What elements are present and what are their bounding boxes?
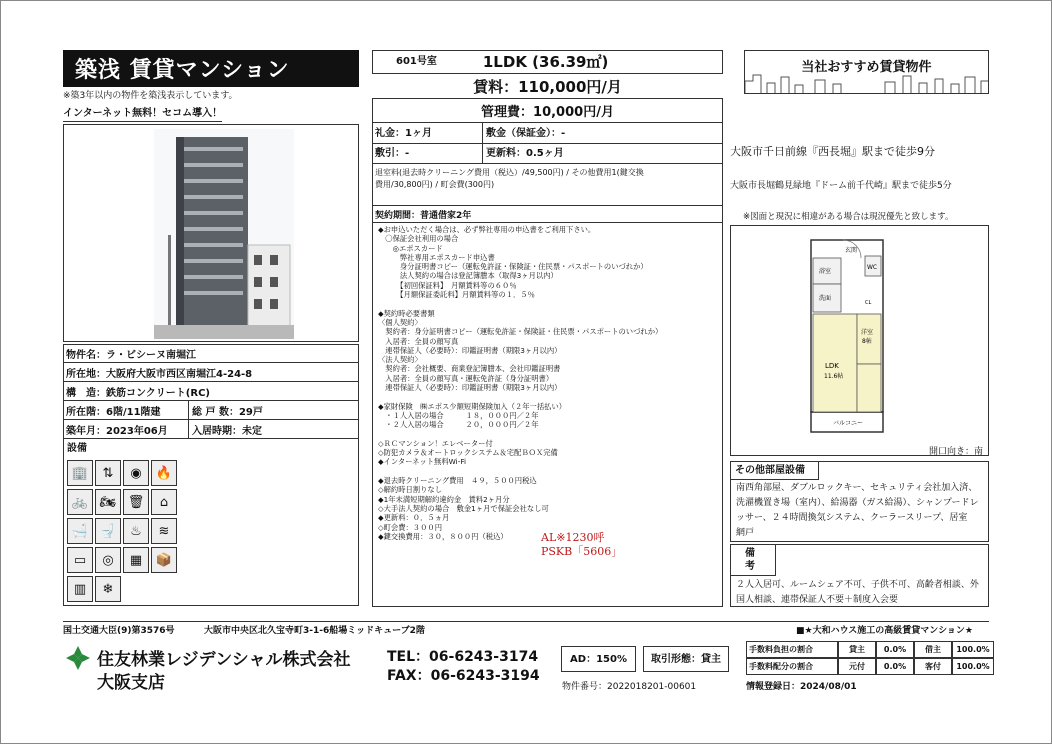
shikibiki: 敷引：- [375, 148, 410, 159]
note-line: 【初回保証料】 月額賃料等の６０％ [378, 280, 517, 290]
room-layout: 1LDK (36.39㎡) [482, 53, 609, 71]
remarks-box [730, 544, 989, 607]
note-line: ◆更新料：０．５ヵ月 [378, 513, 450, 523]
handwritten-line-2: PSKB「5606」 [541, 545, 623, 558]
internet-note: インターネット無料！セコム導入！ [63, 107, 222, 122]
fp-entrance: 玄関 [845, 247, 858, 254]
deposit: 敷金（保証金）：- [482, 123, 565, 143]
license: 国土交通大臣(9)第3576号 [63, 626, 175, 636]
note-line: 身分証明書コピー（運転免許証・保険証・住民票・パスポートのいづれか） [378, 262, 648, 272]
note-line: 【月額保証委託料】月額賃料等の１．５％ [378, 290, 535, 300]
other-costs-row [372, 164, 723, 206]
internet-icon: ⌂ [151, 489, 177, 515]
tel: TEL：06-6243-3174 [387, 649, 539, 665]
handwritten-line-1: AL※1230呼 [541, 531, 605, 544]
rent: 賃料：110,000円/月 [473, 77, 622, 96]
note-line: 契約者：身分証明書コピー（運転免許証・保険証・住民票・パスポートのいづれか） [378, 327, 663, 337]
built-label: 築年月： [66, 425, 106, 437]
handwritten-note [541, 531, 622, 559]
fp-room-size: 8帖 [862, 338, 872, 345]
access-1: 大阪市千日前線『西長堀』駅まで徒歩9分 [730, 145, 935, 158]
fee-cell: 0.0% [876, 641, 914, 658]
property-structure: 鉄筋コンクリート(RC) [106, 387, 210, 399]
note-line: 〇保証会社利用の場合 [378, 234, 459, 244]
fp-closet: CL [865, 300, 872, 306]
building-image [64, 125, 358, 341]
property-built: 2023年06月 [106, 425, 168, 437]
note-line: ◆退去時クリーニング費用 ４９，５００円税込 [378, 476, 537, 486]
camera-icon: ◉ [123, 460, 149, 486]
note-line: 弊社専用エポスカード申込書 [378, 252, 495, 262]
floor-label: 所在階： [66, 406, 106, 418]
note-line: 〈個人契約〉 [378, 317, 422, 327]
dryer-icon: ≋ [151, 518, 177, 544]
gas-icon: 🔥 [151, 460, 177, 486]
key-money-row [372, 123, 723, 144]
key-money: 礼金：1ヶ月 [375, 127, 432, 139]
mgmt-row [372, 99, 723, 123]
delivery-box-icon: 📦 [151, 547, 177, 573]
note-line: ◇ＲＣマンション！エレベーター付 [378, 438, 493, 448]
other-equipment-box [730, 461, 989, 542]
ad-badge: AD：150% [561, 646, 636, 672]
bike-icon: 🏍 [95, 489, 121, 515]
note-line [378, 299, 720, 308]
row-structure [63, 382, 359, 401]
fee-cell: 100.0% [952, 641, 994, 658]
room-number: 601号室 [396, 56, 437, 67]
page-title: 築浅 賃貸マンション [63, 50, 359, 87]
remarks-text: ２人入居可、ルームシェア不可、子供不可、高齢者相談、外国人相談、連帯保証人不要＋制度入会要 [736, 580, 979, 605]
fp-ldk: LDK [825, 362, 839, 370]
fee-cell: 貸主 [838, 641, 876, 658]
fp-room: 洋室 [861, 329, 874, 336]
note-line: ◇大手法人契約の場合 敷金1ヶ月で保証会社なし可 [378, 503, 549, 513]
aircon-icon: ❄ [95, 576, 121, 602]
fee-cell: 元付 [838, 658, 876, 675]
note-line: 入居者：全員の顔写真 [378, 336, 459, 346]
fee-cell: 0.0% [876, 658, 914, 675]
move-in-label: 入居時期： [192, 425, 242, 437]
structure-label: 構 造： [66, 387, 106, 399]
washlet-icon: 🚽 [95, 518, 121, 544]
fp-ldk-size: 11.6帖 [824, 373, 844, 380]
fp-bath: 浴室 [819, 268, 832, 275]
note-line: ◆1年未満短期解約違約金 賃料2ヶ月分 [378, 494, 510, 504]
note-line: ・２人入居の場合 ２０，０００円／２年 [378, 420, 539, 430]
flooring-icon: ▦ [123, 547, 149, 573]
note-line [378, 467, 720, 476]
row-floor [63, 401, 359, 420]
row-built [63, 420, 359, 439]
recommend-title: 当社おすすめ賃貸物件 [801, 60, 932, 75]
bicycle-icon: 🚲 [67, 489, 93, 515]
room-row [372, 50, 723, 74]
note-line: ◆鍵交換費用：３０，８００円（税込） [378, 531, 508, 541]
fp-wc: WC [867, 264, 878, 271]
access-2: 大阪市長堀鶴見緑地『ドーム前千代崎』駅まで徒歩5分 [730, 181, 952, 191]
company-name: 住友林業レジデンシャル株式会社 [97, 650, 351, 670]
other-equipment-label: その他部屋設備 [731, 462, 819, 480]
other-costs-1: 退室料(退去時クリーニング費用（税込）/49,500円) / その他費用1(鍵交換 [375, 168, 644, 177]
reheat-icon: ♨ [123, 518, 149, 544]
info-date: 情報登録日：2024/08/01 [746, 682, 857, 692]
address-label: 所在地： [66, 368, 106, 380]
row-name [63, 344, 359, 363]
note-line: ◆契約時必要書類 [378, 308, 435, 318]
row-address [63, 363, 359, 382]
fee-cell: 100.0% [952, 658, 994, 675]
note-line [378, 430, 720, 439]
fee-cell: 手数料負担の割合 [746, 641, 838, 658]
closet-icon: ▥ [67, 576, 93, 602]
fee-cell: 借主 [914, 641, 952, 658]
branch-name: 大阪支店 [97, 673, 165, 693]
autolock-icon: 🏢 [67, 460, 93, 486]
units-label: 総 戸 数： [192, 406, 239, 418]
ih-icon: ◎ [95, 547, 121, 573]
property-move-in: 未定 [242, 425, 262, 437]
note-line [378, 392, 720, 401]
note-line: ・１人入居の場合 １８，０００円／２年 [378, 410, 539, 420]
brand-tagline: ■★大和ハウス施工の高級賃貸マンション★ [796, 626, 973, 636]
title-note: ※築3年以内の物件を築浅表示しています。 [63, 91, 238, 101]
property-address: 大阪府大阪市西区南堀江4-24-8 [106, 368, 253, 380]
other-equipment-text: 南西角部屋、ダブルロックキー、セキュリティ会社加入済、洗濯機置き場（室内）、給湯器（ガス給湯）、シャンプードレッサー、２４時間換気システム、クーラースリープ、居室 網戸 [736, 483, 979, 538]
note-line: 契約者：会社概要、商業登記簿謄本、会社印鑑証明書 [378, 364, 561, 374]
bath-icon: 🛁 [67, 518, 93, 544]
note-line: 〈法人契約〉 [378, 355, 422, 365]
building-photo [63, 124, 359, 342]
other-costs-2: 費用/30,800円) / 町会費(300円) [375, 180, 495, 189]
elevator-icon: ⇅ [95, 460, 121, 486]
equipment-label: 設備 [67, 443, 87, 454]
note-line: 連帯保証人（必要時）：印鑑証明書（期限3ヶ月以内） [378, 345, 562, 355]
recommend-banner [744, 50, 989, 94]
trade-badge: 取引形態：貸主 [643, 646, 729, 672]
note-line: ◇町会費：３００円 [378, 522, 442, 532]
floorplan-box [730, 225, 989, 456]
orientation: 開口向き：南 [929, 447, 984, 457]
notes-list [378, 225, 720, 541]
note-line: 連帯保証人（必要時）：印鑑証明書（期限3ヶ月以内） [378, 383, 562, 393]
note-line: ◆家財保険 ㈱エポス少額短期保険加入（２年一括払い） [378, 401, 567, 411]
remarks-label: 備考 [731, 545, 776, 576]
name-label: 物件名： [66, 349, 106, 361]
note-line: 法人契約の場合は登記簿謄本（取得3ヶ月以内） [378, 271, 558, 281]
renewal-fee: 更新料：0.5ヶ月 [482, 144, 564, 163]
note-line: ◇防犯カメラ＆オートロックシステム＆宅配ＢＯＸ完備 [378, 448, 558, 458]
skyline-icon [745, 71, 988, 93]
fee-cell: 手数料配分の割合 [746, 658, 838, 675]
shikibiki-row [372, 144, 723, 164]
floorplan-diagram [731, 226, 988, 455]
property-number: 物件番号：2022018201-00601 [562, 682, 697, 692]
fp-balcony: バルコニー [833, 420, 864, 427]
rent-row [372, 74, 723, 99]
company-logo-icon [63, 646, 93, 670]
office-address: 大阪市中央区北久宝寺町3-1-6船場ミッドキューブ2階 [204, 626, 425, 636]
note-line: 入居者：全員の顔写真・運転免許証（身分証明書） [378, 373, 554, 383]
note-line: ◎エポスカード [378, 243, 443, 253]
trash-icon: 🗑 [123, 489, 149, 515]
note-line: ◆お申込いただく場合は、必ず弊社専用の申込書をご利用下さい。 [378, 225, 596, 234]
property-units: 29戸 [238, 406, 263, 418]
fax: FAX：06-6243-3194 [387, 668, 540, 684]
note-line: ◆インターネット無料Wi-Fi [378, 457, 467, 467]
note-line: ◇解約時日割りなし [378, 485, 442, 495]
property-floor: 6階/11階建 [106, 406, 161, 418]
management-fee: 管理費：10,000円/月 [481, 105, 614, 120]
property-name: ラ・ビシーヌ南堀江 [106, 349, 196, 361]
fp-wash: 洗面 [819, 295, 832, 302]
contract-term: 契約期間：普通借家2年 [375, 211, 472, 221]
system-kitchen-icon: ▭ [67, 547, 93, 573]
floorplan-note: ※図面と現況に相違がある場合は現況優先と致します。 [743, 212, 954, 222]
fee-cell: 客付 [914, 658, 952, 675]
